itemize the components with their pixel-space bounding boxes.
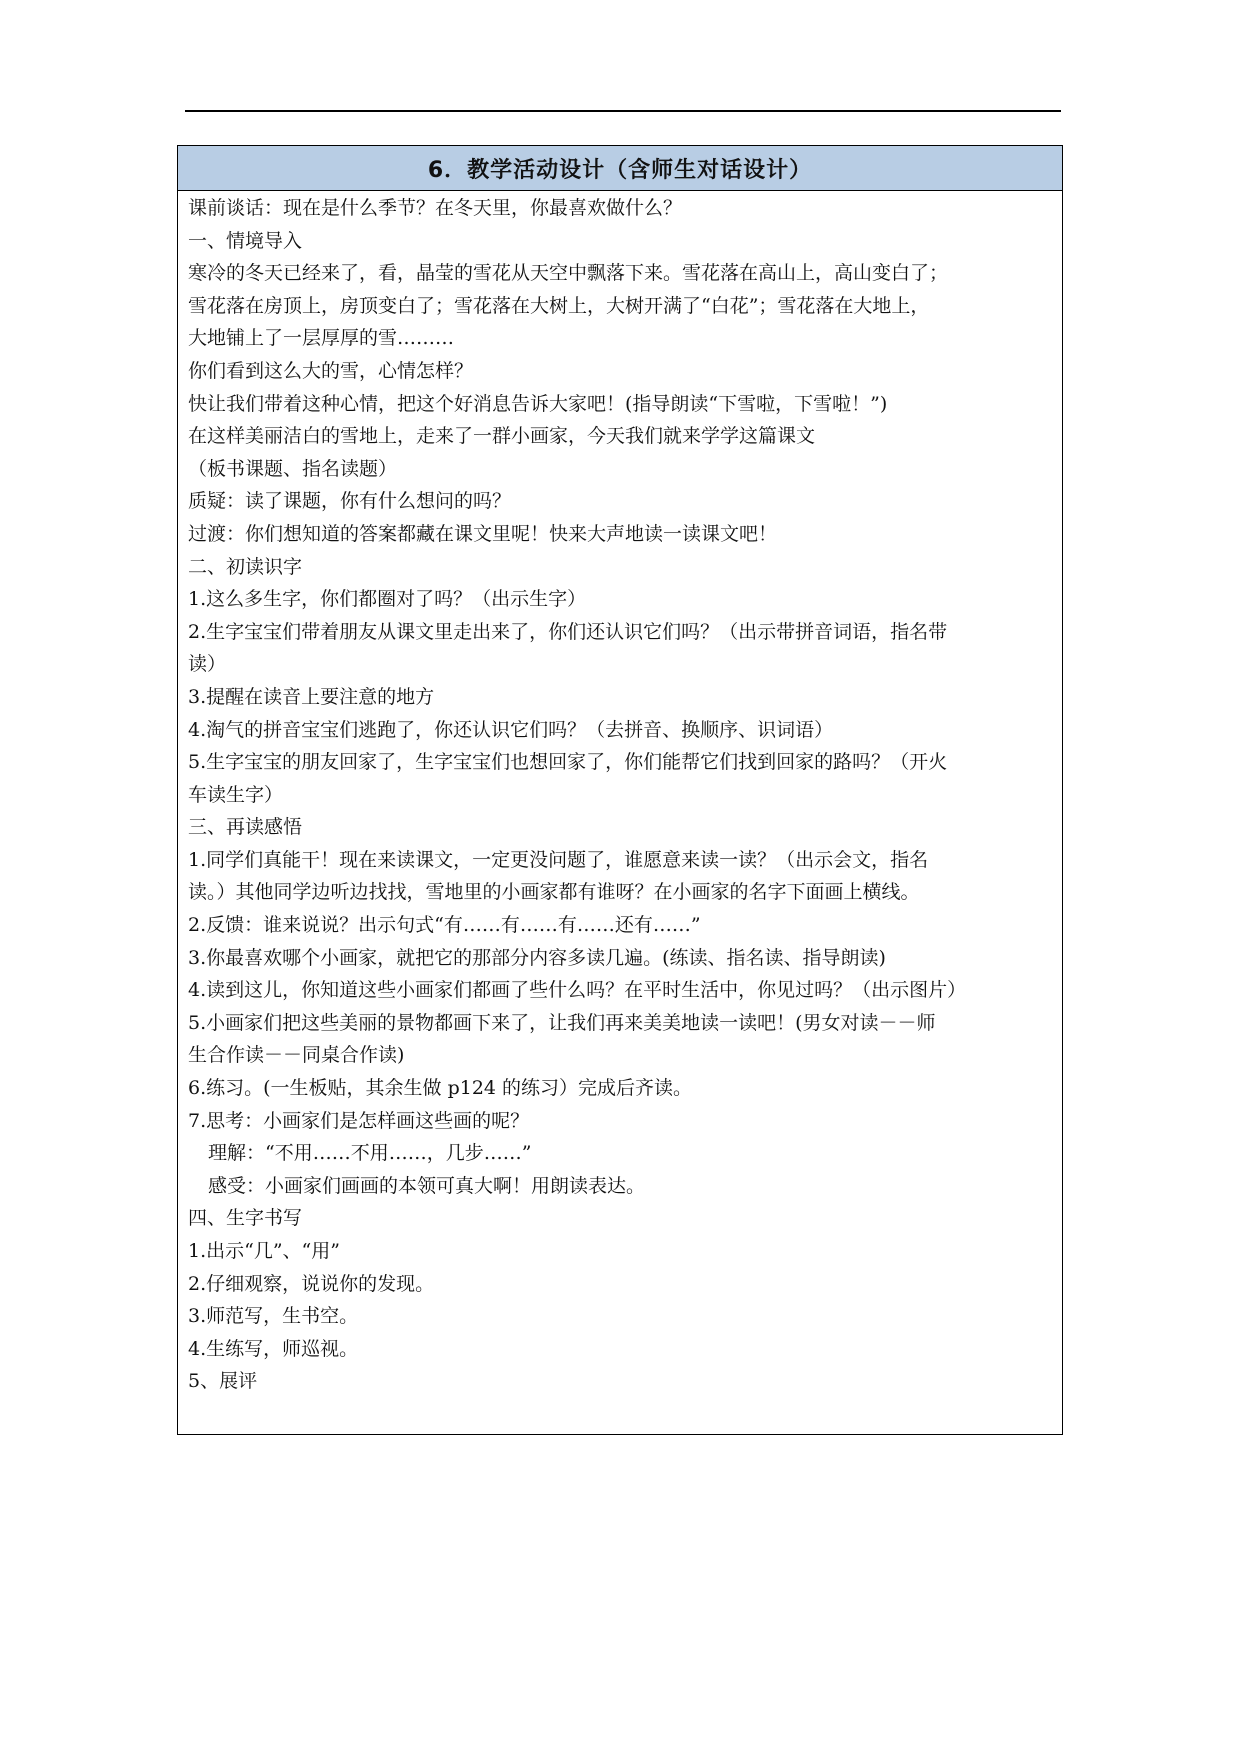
text-line: 四、生字书写 [188, 1207, 303, 1230]
text-line: 4.读到这儿，你知道这些小画家们都画了些什么吗？在平时生活中，你见过吗？（出示图片） [188, 979, 967, 1002]
text-line: 4.淘气的拼音宝宝们逃跑了，你还认识它们吗？（去拼音、换顺序、识词语） [188, 718, 834, 741]
text-line: 2.生字宝宝们带着朋友从课文里走出来了，你们还认识它们吗？（出示带拼音词语，指名带 [188, 620, 948, 643]
activity-design-table [177, 145, 1063, 1435]
text-line: 三、再读感悟 [188, 816, 303, 839]
text-line: 2.反馈：谁来说说？出示句式“有……有……有……还有……” [188, 914, 701, 937]
text-line: 雪花落在房顶上，房顶变白了；雪花落在大树上，大树开满了“白花”；雪花落在大地上， [188, 294, 930, 317]
text-line: 6.练习。(一生板贴，其余生做 p124 的练习）完成后齐读。 [188, 1077, 693, 1100]
table-header [178, 146, 1062, 191]
text-line: 大地铺上了一层厚厚的雪……… [188, 327, 455, 350]
text-line: 读。）其他同学边听边找找，雪地里的小画家都有谁呀？在小画家的名字下面画上横线。 [188, 881, 920, 904]
text-line: 课前谈话：现在是什么季节？在冬天里，你最喜欢做什么？ [188, 197, 683, 219]
text-line: 1.这么多生字，你们都圈对了吗？（出示生字） [188, 588, 587, 611]
text-line: 3.师范写，生书空。 [188, 1305, 359, 1328]
text-line: 5、展评 [188, 1370, 258, 1393]
text-line: 3.提醒在读音上要注意的地方 [188, 685, 435, 708]
text-line: （板书课题、指名读题） [188, 457, 398, 480]
text-line: 寒冷的冬天已经来了，看，晶莹的雪花从天空中飘落下来。雪花落在高山上，高山变白了； [188, 262, 949, 285]
text-line: 感受：小画家们画画的本领可真大啊！用朗读表达。 [208, 1174, 646, 1197]
text-line: 1.出示“几”、“用” [188, 1240, 340, 1262]
header-rule [185, 110, 1061, 112]
text-line: 快让我们带着这种心情，把这个好消息告诉大家吧！(指导朗读“下雪啦，下雪啦！”) [188, 392, 888, 415]
text-line: 3.你最喜欢哪个小画家，就把它的那部分内容多读几遍。(练读、指名读、指导朗读) [188, 946, 886, 969]
text-line: 你们看到这么大的雪，心情怎样？ [188, 359, 474, 382]
text-line: 生合作读－－同桌合作读) [188, 1044, 405, 1067]
text-line: 5.生字宝宝的朋友回家了，生字宝宝们也想回家了，你们能帮它们找到回家的路吗？（开火 [188, 751, 948, 774]
text-line: 车读生字） [188, 783, 284, 806]
text-line: 1.同学们真能干！现在来读课文，一定更没问题了，谁愿意来读一读？（出示会文，指名 [188, 848, 929, 871]
text-line: 质疑：读了课题，你有什么想问的吗？ [188, 490, 512, 513]
text-line: 理解：“不用……不用……，几步……” [208, 1142, 532, 1165]
text-line: 4.生练写，师巡视。 [188, 1337, 359, 1360]
text-line: 一、情境导入 [188, 229, 303, 252]
table-title: 6．教学活动设计（含师生对话设计） [427, 157, 813, 183]
text-line: 读） [188, 653, 227, 676]
text-line: 7.思考：小画家们是怎样画这些画的呢？ [188, 1109, 530, 1132]
text-line: 2.仔细观察，说说你的发现。 [188, 1272, 435, 1295]
table-body [178, 191, 1062, 1398]
text-line: 在这样美丽洁白的雪地上，走来了一群小画家，今天我们就来学学这篇课文 [188, 425, 816, 448]
text-line: 5.小画家们把这些美丽的景物都画下来了，让我们再来美美地读一读吧！(男女对读－－师 [188, 1011, 936, 1034]
text-line: 过渡：你们想知道的答案都藏在课文里呢！快来大声地读一读课文吧！ [188, 522, 778, 545]
text-line: 二、初读识字 [188, 555, 303, 578]
